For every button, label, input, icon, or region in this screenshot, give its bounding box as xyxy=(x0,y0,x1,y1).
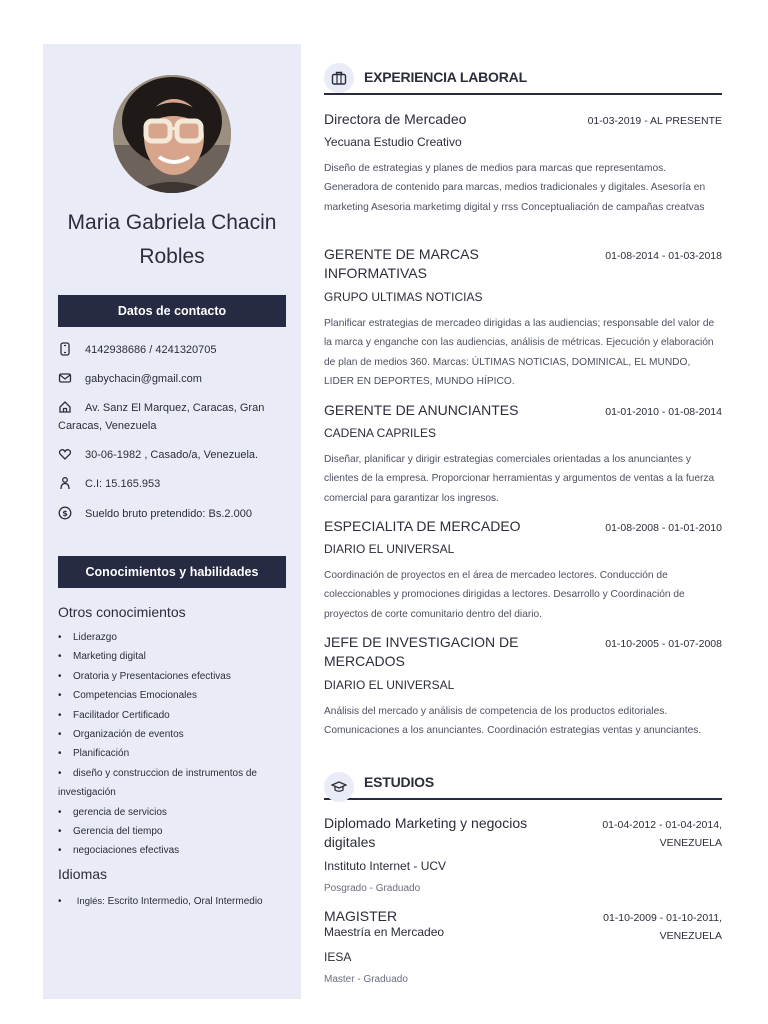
job-description: Coordinación de proyectos en el área de mercadeo lectores. Conducción de coleccionables y promociones dirigidas a lectores. Desarrollo y Coordinación de proyectos de corte comunitario dentro del diario. xyxy=(324,570,685,620)
briefcase-icon xyxy=(324,63,354,93)
list-item: • Facilitador Certificado xyxy=(58,706,290,725)
education-institution: Instituto Internet - UCV xyxy=(324,859,447,873)
education-degree: Master - Graduado xyxy=(324,974,408,985)
list-item: • negociaciones efectivas xyxy=(58,841,290,860)
education-title: Diplomado Marketing y negocios digitales xyxy=(324,815,528,850)
phone-icon xyxy=(58,342,72,356)
contact-email[interactable]: gabychacin@gmail.com xyxy=(58,370,288,388)
job-date: 01-08-2008 - 01-01-2010 xyxy=(605,522,722,534)
contact-birth: 30-06-1982 , Casado/a, Venezuela. xyxy=(58,446,288,464)
job-date: 01-03-2019 - AL PRESENTE xyxy=(587,115,722,127)
job-description: Diseño de estrategias y planes de medios para marcas que representamos. Generadora de contenido para marcas, medios tradicionales y digitales. Asesoría en marketing Asesoria marketimg digital y rrss Conceptualiación de campañas creatvas xyxy=(324,163,706,213)
job-title: Directora de Mercadeo xyxy=(324,111,467,127)
experience-title: EXPERIENCIA LABORAL xyxy=(364,69,527,85)
list-item: • Gerencia del tiempo xyxy=(58,822,290,841)
skills-header: Conocimientos y habilidades xyxy=(58,556,286,588)
home-icon xyxy=(58,400,72,414)
education-institution: IESA xyxy=(324,950,352,964)
job-company: DIARIO EL UNIVERSAL xyxy=(324,542,455,556)
job-company: GRUPO ULTIMAS NOTICIAS xyxy=(324,290,483,304)
job-company: DIARIO EL UNIVERSAL xyxy=(324,678,455,692)
language-item: • Inglés: Escrito Intermedio, Oral Intermedio xyxy=(58,894,298,910)
education-date: 01-04-2012 - 01-04-2014, VENEZUELA xyxy=(602,819,722,849)
svg-text:$: $ xyxy=(62,509,68,518)
graduation-cap-icon xyxy=(324,772,354,802)
job-description: Planificar estrategias de mercadeo dirigidas a las audiencias; responsable del valor de la marca y enganche con las audiencias, análisis de métricas. Ejecución y elaboración de plan de medios 360. Marcas: ÚLTIMAS NOTICIAS, DOMINICAL, EL MUNDO, LIDER EN DEPORTES, MUNDO HÍPICO. xyxy=(324,318,715,387)
job-title: GERENTE DE MARCAS INFORMATIVAS xyxy=(324,246,479,281)
contact-id: C.I: 15.165.953 xyxy=(58,475,288,493)
contact-address: Av. Sanz El Marquez, Caracas, Gran Caracas, Venezuela xyxy=(58,402,265,432)
education-date: 01-10-2009 - 01-10-2011, VENEZUELA xyxy=(603,912,722,942)
list-item: • Liderazgo xyxy=(58,628,290,647)
education-title: MAGISTER xyxy=(324,908,398,924)
list-item: • Organización de eventos xyxy=(58,725,290,744)
avatar xyxy=(113,75,231,193)
other-knowledge-title: Otros conocimientos xyxy=(58,604,186,620)
job-company: CADENA CAPRILES xyxy=(324,426,437,440)
job-description: Análisis del mercado y análisis de competencia de los productos editoriales. Comunicaciones a los anunciantes. Coordinación estrategias ventas y anunciantes. xyxy=(324,706,702,737)
list-item: • Marketing digital xyxy=(58,647,290,666)
experience-section-header xyxy=(324,63,722,95)
contact-header: Datos de contacto xyxy=(58,295,286,327)
education-degree: Posgrado - Graduado xyxy=(324,883,421,894)
job-date: 01-08-2014 - 01-03-2018 xyxy=(605,250,722,262)
job-date: 01-01-2010 - 01-08-2014 xyxy=(605,406,722,418)
education-section-header xyxy=(324,768,722,800)
contact-salary: $ Sueldo bruto pretendido: Bs.2.000 xyxy=(58,505,288,523)
list-item: • Planificación xyxy=(58,744,290,763)
list-item: • gerencia de servicios xyxy=(58,803,290,822)
job-title: JEFE DE INVESTIGACION DE MERCADOS xyxy=(324,634,519,669)
languages-title: Idiomas xyxy=(58,866,108,882)
job-date: 01-10-2005 - 01-07-2008 xyxy=(605,638,722,650)
candidate-name: Maria Gabriela Chacin Robles xyxy=(67,211,277,268)
list-item: • Competencias Emocionales xyxy=(58,686,290,705)
heart-icon xyxy=(58,447,72,461)
job-title: ESPECIALITA DE MERCADEO xyxy=(324,518,521,534)
job-title: GERENTE DE ANUNCIANTES xyxy=(324,402,519,418)
profile-photo xyxy=(113,75,231,193)
mail-icon xyxy=(58,371,72,385)
job-company: Yecuana Estudio Creativo xyxy=(324,135,462,149)
job-description: Diseñar, planificar y dirigir estrategias comerciales orientadas a los anunciantes y clientes de la empresa. Proporcionar herramientas y argumentos de ventas a la fuerza comercial para garantizar los ingresos. xyxy=(324,454,715,504)
education-title: ESTUDIOS xyxy=(364,774,434,790)
education-subtitle: Maestría en Mercadeo xyxy=(324,925,445,939)
person-icon xyxy=(58,476,72,490)
contact-phone: 4142938686 / 4241320705 xyxy=(58,341,288,359)
list-item: • diseño y construccion de instrumentos de investigación xyxy=(58,764,290,803)
sidebar xyxy=(43,44,301,999)
list-item: • Oratoria y Presentaciones efectivas xyxy=(58,667,290,686)
skills-list xyxy=(58,628,290,861)
dollar-icon xyxy=(58,506,72,520)
